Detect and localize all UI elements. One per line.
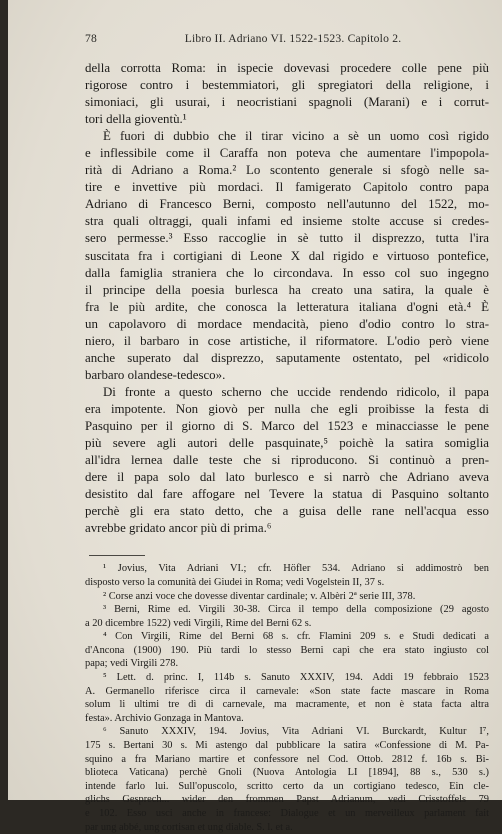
footnote-line: papa; vedi Virgili 278. [85,658,179,670]
footnote-line: intende farlo lui. Sull'opuscolo, scritto certo da un cortigiano tedesco, Ein cle- [85,780,489,792]
text-line: dalla famiglia straniera che lo circondava. In esso col suo ingegno [85,265,489,280]
footnotes [85,562,489,834]
footnote-line: 175 s. Bertani 30 s. Mi astengo dal pubblicare la satira «Confessione di M. Pa- [85,740,489,752]
footnote-line: a 20 dicembre 1522) vedi Virgili, Rime del Berni 62 s. [85,617,312,629]
text-line: rità di Adriano a Roma.² Lo scontento generale si sfogò nelle sa- [85,163,489,178]
footnote-line: d'Ancona (1900) 190. Più tardi lo stesso Berni capì che era stato ingiusto col [85,644,489,656]
footnote-line: glichs Gesprech... wider den frommen Papst Adrianum, vedi Crisstoffels 79 [85,794,489,806]
text-line: e inflessibile come il Caraffa non poteva che aumentare l'impopola- [85,146,489,161]
footnote-line: disposto verso la comunità dei Giudei in Roma; vedi Vogelstein II, 37 s. [85,576,385,588]
footnote-line: A. Germanello riferisce circa il carnevale: «Son state facte mascare in Roma [85,685,489,697]
footnote-line: solum li ultimi tre dì di carnevale, ma macramente, et non è stata facta altra [85,699,489,711]
text-line: tori della gioventù.¹ [85,112,187,127]
footnote-line: squino a fra Mariano martire et confessore nel Cod. Ottob. 2812 f. 16b s. Bi- [85,753,489,765]
text-line: anche superato dal disprezzo, saputamente ostentato, pel «ridicolo [85,350,489,365]
text-line: all'idra lernea dalle teste che si riproducono. Si continuò a pren- [85,453,489,468]
text-line: Pasquino per il giorno di S. Marco del 1523 e minacciasse le pene [85,418,489,433]
text-line: simoniaci, gli usurai, i neocristiani spagnoli (Marani) e i corrut- [85,95,489,110]
text-line: suscitata fra i cortigiani di Leone X dal rigido e virtuoso pontefice, [85,248,489,263]
text-line: barbaro olandese-tedesco». [85,367,226,382]
footnote-line: ⁶ Sanuto XXXIV, 194. Jovius, Vita Adriani VI. Burckardt, Kultur I⁷, [103,726,489,738]
running-title: Libro II. Adriano VI. 1522-1523. Capitolo 2. [184,32,402,45]
text-line: rigorose contro i bestemmiatori, gli spregiatori della religione, i [85,78,489,93]
text-line: avrebbe gridato ancor più di prima.⁶ [85,521,272,536]
text-line: un capolavoro di mordace mendacità, pieno d'odio contro lo stra- [85,316,489,331]
text-line: era impotente. Non giovò per nulla che egli proibisse la festa di [85,401,489,416]
page-number: 78 [85,32,97,45]
main-text [85,60,489,537]
footnote-line: blioteca Vaticana) perchè Gnoli (Nuova Antologia LI [1894], 88 s., 530 s.) [85,767,489,779]
footnote-line: ¹ Jovius, Vita Adriani VI.; cfr. Höfler 534. Adriano si addimostrò ben [103,563,489,575]
text-line: sero permesse.³ Esso raccoglie in sè tutto il disprezzo, tutta l'ira [85,231,489,246]
footnote-line: ⁴ Con Virgili, Rime del Berni 68 s. cfr. Flamini 209 s. e Studi dedicati a [103,631,489,643]
footnote-line: festa». Archivio Gonzaga in Mantova. [85,712,244,724]
text-line: il principe della poesia burlesca ha creato una satira, la quale è [85,282,489,297]
text-line: dere il papa solo dal lato burlesco e si narrò che Adriano aveva [85,470,489,485]
text-line: della corrotta Roma: in ispecie dovevasi procedere colle pene più [85,61,489,75]
footnote-line: e 102. Esso usci anche in francese: Dialogue et un merveilleux parlament fait [85,808,489,819]
text-line: tire e invettive più mordaci. Il famigerato Capitolo contro papa [85,180,489,195]
text-line: fra le più ardite, che conosca la letteratura italiana d'ogni età.⁴ È [85,299,489,314]
text-line: stra quali oltraggi, quali infami ed insieme stolte accuse si credes- [85,214,489,229]
text-line: Di fronte a questo scherno che uccide rendendo ridicolo, il papa [103,384,489,399]
footnote-separator [89,555,145,556]
text-line: più severe agli autori delle pasquinate,⁵ poichè la satira somiglia [85,436,489,451]
footnote-line: ³ Berni, Rime ed. Virgili 30-38. Circa il tempo della composizione (29 agosto [103,604,489,616]
text-line: perchè gli era stato detto, che a guisa delle rane nell'acqua esso [85,504,489,519]
text-line: Adriano di Francesco Berni, composto nell'autunno del 1522, mo- [85,197,489,212]
book-page [8,0,502,833]
text-line: desistito dal fare affogare nel Tevere la statua di Pasquino soltanto [85,487,489,502]
footnote-line: ² Corse anzi voce che dovesse diventar cardinale; v. Albèri 2ª serie III, 378. [103,590,416,602]
footnote-line: ⁵ Lett. d. princ. I, 114b s. Sanuto XXXIV, 194. Addi 19 febbraio 1523 [103,672,489,684]
page-header [85,32,489,45]
footnote-line: par ung abbé, ung cortisan et ung diable. S. l. et a. [85,821,293,833]
text-line: È fuori di dubbio che il tirar vicino a sè un uomo così rigido [103,129,489,144]
text-line: niero, il barbaro in cose artistiche, il riformatore. L'odio però viene [85,333,489,348]
